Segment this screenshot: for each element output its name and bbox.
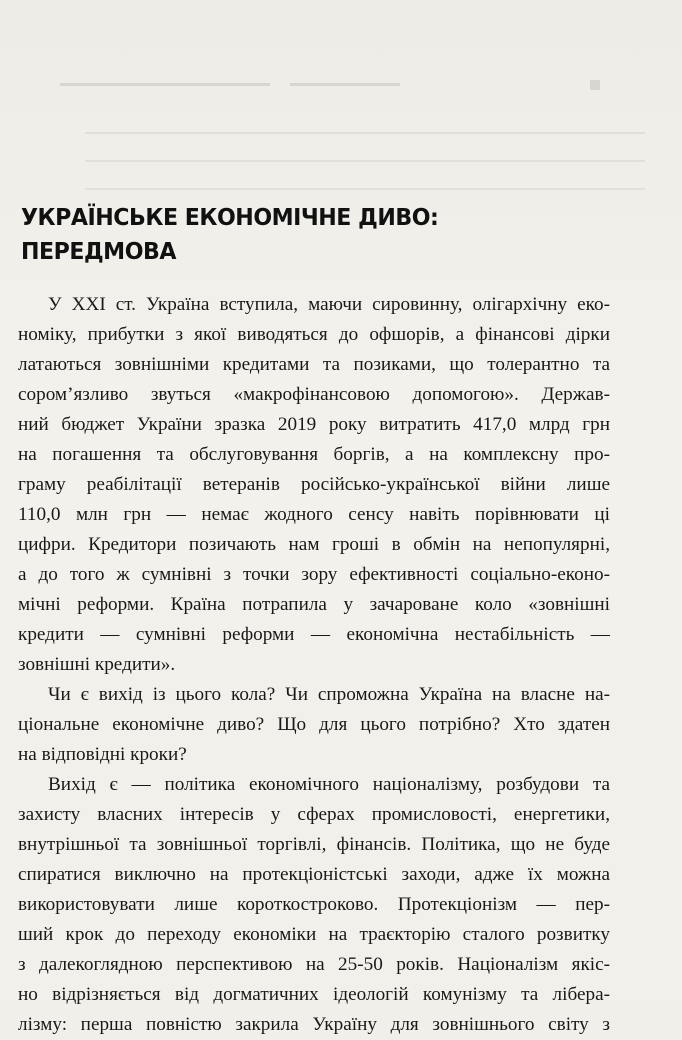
show-through-line [85, 160, 645, 162]
text-line: використовувати лише короткостроково. Протекціонізм — пер- [18, 894, 610, 915]
body-text [18, 290, 610, 1040]
text-line: з далекоглядною перспективою на 25-50 років. Націоналізм якіс- [18, 954, 610, 975]
text-line: лізму: перша повністю закрила Україну для зовнішнього світу з [18, 1014, 610, 1035]
text-line: на відповідні кроки? [18, 744, 187, 765]
text-line: граму реабілітації ветеранів російсько-української війни лише [18, 474, 610, 495]
paragraph-2 [18, 680, 610, 770]
text-line: Чи є вихід із цього кола? Чи спроможна Україна на власне на- [48, 684, 610, 705]
paragraph-1 [18, 290, 610, 680]
text-line: У XXI ст. Україна вступила, маючи сировинну, олігархічну еко- [48, 294, 610, 315]
chapter-title-line-1: УКРАЇНСЬКЕ ЕКОНОМІЧНЕ ДИВО: [21, 203, 439, 231]
show-through-rule [60, 79, 608, 91]
text-line: Вихід є — політика економічного націоналізму, розбудови та [48, 774, 610, 795]
text-line: захисту власних інтересів у сферах промисловості, енергетики, [18, 804, 610, 825]
text-line: зовнішні кредити». [18, 654, 176, 675]
text-line: спиратися виключно на протекціоністські заходи, адже їх можна [18, 864, 610, 885]
text-line: ший крок до переходу економіки на траєкторію сталого розвитку [18, 924, 610, 945]
text-line: на погашення та обслуговування боргів, а на комплексну про- [18, 444, 610, 465]
text-line: латаються зовнішніми кредитами та позиками, що толерантно та [18, 354, 610, 375]
text-line: мічні реформи. Країна потрапила у зачароване коло «зовнішні [18, 594, 610, 615]
text-line: кредити — сумнівні реформи — економічна нестабільність — [18, 624, 610, 645]
text-line: 110,0 млн грн — немає жодного сенсу навіть порівнювати ці [18, 504, 610, 525]
text-line: сором’язливо звуться «макрофінансовою допомогою». Держав- [18, 384, 610, 405]
chapter-title-line-2: ПЕРЕДМОВА [21, 237, 176, 265]
text-line: а до того ж сумнівні з точки зору ефективності соціально-еконо- [18, 564, 610, 585]
text-line: ціональне економічне диво? Що для цього потрібно? Хто здатен [18, 714, 610, 735]
show-through-line [85, 132, 645, 134]
text-line: номіку, прибутки з якої виводяться до офшорів, а фінансові дірки [18, 324, 610, 345]
text-line: цифри. Кредитори позичають нам гроші в обмін на непопулярні, [18, 534, 610, 555]
chapter-title [21, 200, 623, 268]
show-through-header [60, 78, 608, 90]
text-line: но відрізняється від догматичних ідеологій комунізму та лібера- [18, 984, 610, 1005]
text-line: ний бюджет України зразка 2019 року витратить 417,0 млрд грн [18, 414, 610, 435]
text-line: внутрішньої та зовнішньої торгівлі, фінансів. Політика, що не буде [18, 834, 610, 855]
show-through-line [85, 188, 645, 190]
